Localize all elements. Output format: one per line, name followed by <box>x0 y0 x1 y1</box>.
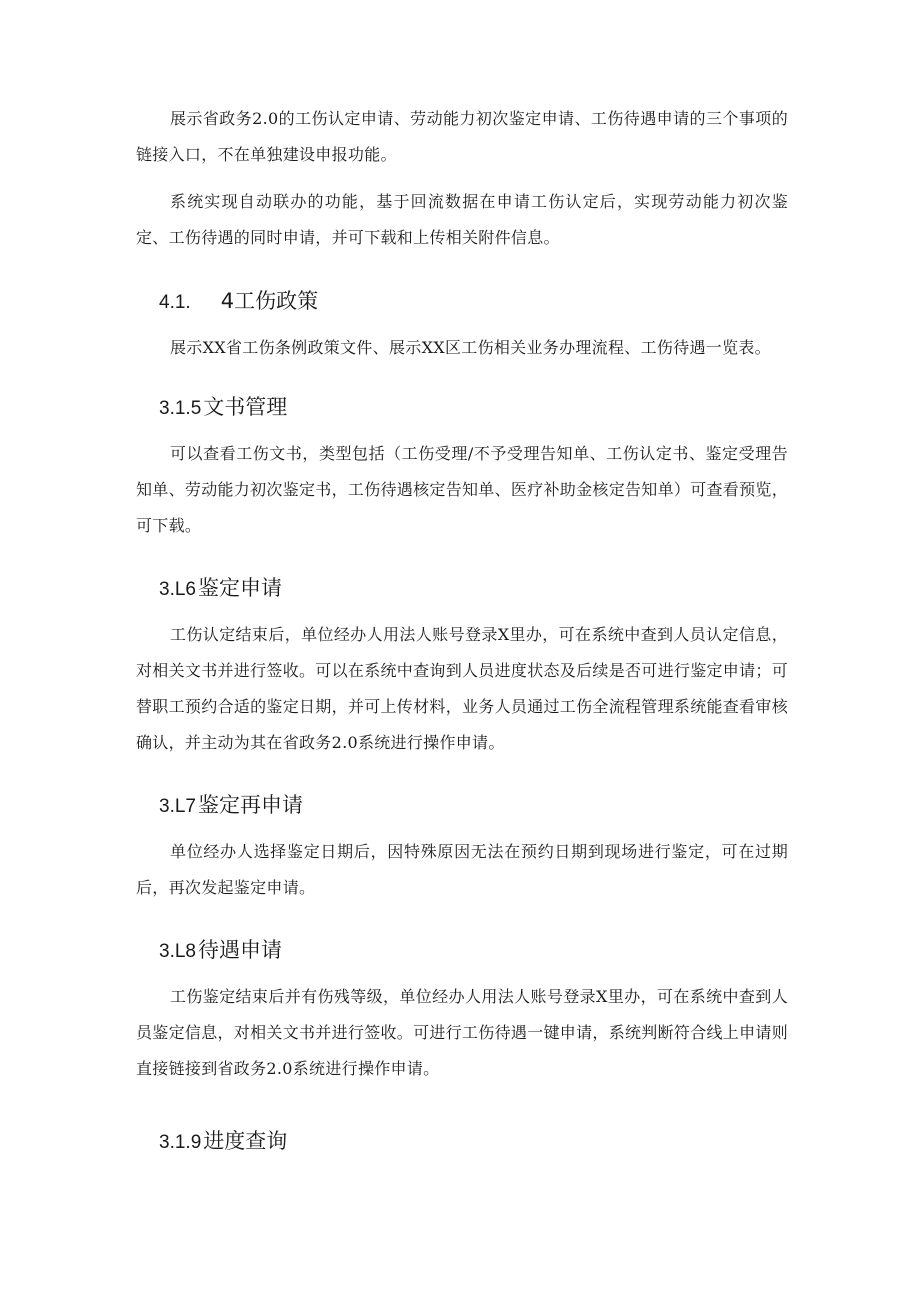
section-heading-injury-policy <box>159 286 318 318</box>
section-heading-progress-query <box>159 1126 287 1158</box>
section-heading-benefit-application <box>159 935 282 967</box>
section-title: 进度查询 <box>203 1129 288 1153</box>
section-number: 3.L7 <box>159 796 196 817</box>
paragraph-auto-joint-handling: 系统实现自动联办的功能，基于回流数据在申请工伤认定后，实现劳动能力初次鉴定、工伤待遇的同时申请，并可下载和上传相关附件信息。 <box>136 192 788 247</box>
paragraph-appraisal-application: 工伤认定结束后，单位经办人用法人账号登录X里办，可在系统中查到人员认定信息，对相关文书并进行签收。可以在系统中查询到人员进度状态及后续是否可进行鉴定申请；可替职工预约合适的鉴定日期，并可上传材料，业务人员通过工伤全流程管理系统能查看审核确认，并主动为其在省政务2.0系统进行操作申请。 <box>136 625 789 752</box>
section-title: 文书管理 <box>203 395 288 419</box>
section-number: 3.L6 <box>159 579 196 600</box>
paragraph-entry-links: 展示省政务2.0的工伤认定申请、劳动能力初次鉴定申请、工伤待遇申请的三个事项的链接入口，不在单独建设申报功能。 <box>136 109 788 164</box>
section-heading-appraisal-reapplication <box>159 790 303 822</box>
section-title: 鉴定再申请 <box>197 793 303 817</box>
section-number: 3.1.5 <box>159 398 202 419</box>
section-number: 3.L8 <box>159 941 196 962</box>
section-heading-appraisal-application <box>159 573 282 605</box>
section-title: 4工伤政策 <box>220 289 319 313</box>
paragraph-appraisal-reapplication: 单位经办人选择鉴定日期后，因特殊原因无法在预约日期到现场进行鉴定，可在过期后，再次发起鉴定申请。 <box>136 842 788 897</box>
paragraph-policy-docs: 展示XX省工伤条例政策文件、展示XX区工伤相关业务办理流程、工伤待遇一览表。 <box>170 338 771 357</box>
section-number: 4.1. <box>159 292 191 313</box>
paragraph-benefit-application: 工伤鉴定结束后并有伤残等级，单位经办人用法人账号登录X里办，可在系统中查到人员鉴定信息，对相关文书并进行签收。可进行工伤待遇一键申请，系统判断符合线上申请则直接链接到省政务2.0系统进行操作申请。 <box>136 987 789 1078</box>
section-title: 鉴定申请 <box>197 576 282 600</box>
section-title: 待遇申请 <box>197 938 282 962</box>
section-number: 3.1.9 <box>159 1132 202 1153</box>
section-heading-document-management <box>159 392 287 424</box>
paragraph-document-types: 可以查看工伤文书，类型包括（工伤受理/不予受理告知单、工伤认定书、鉴定受理告知单、劳动能力初次鉴定书，工伤待遇核定告知单、医疗补助金核定告知单）可查看预览，可下载。 <box>136 444 789 535</box>
